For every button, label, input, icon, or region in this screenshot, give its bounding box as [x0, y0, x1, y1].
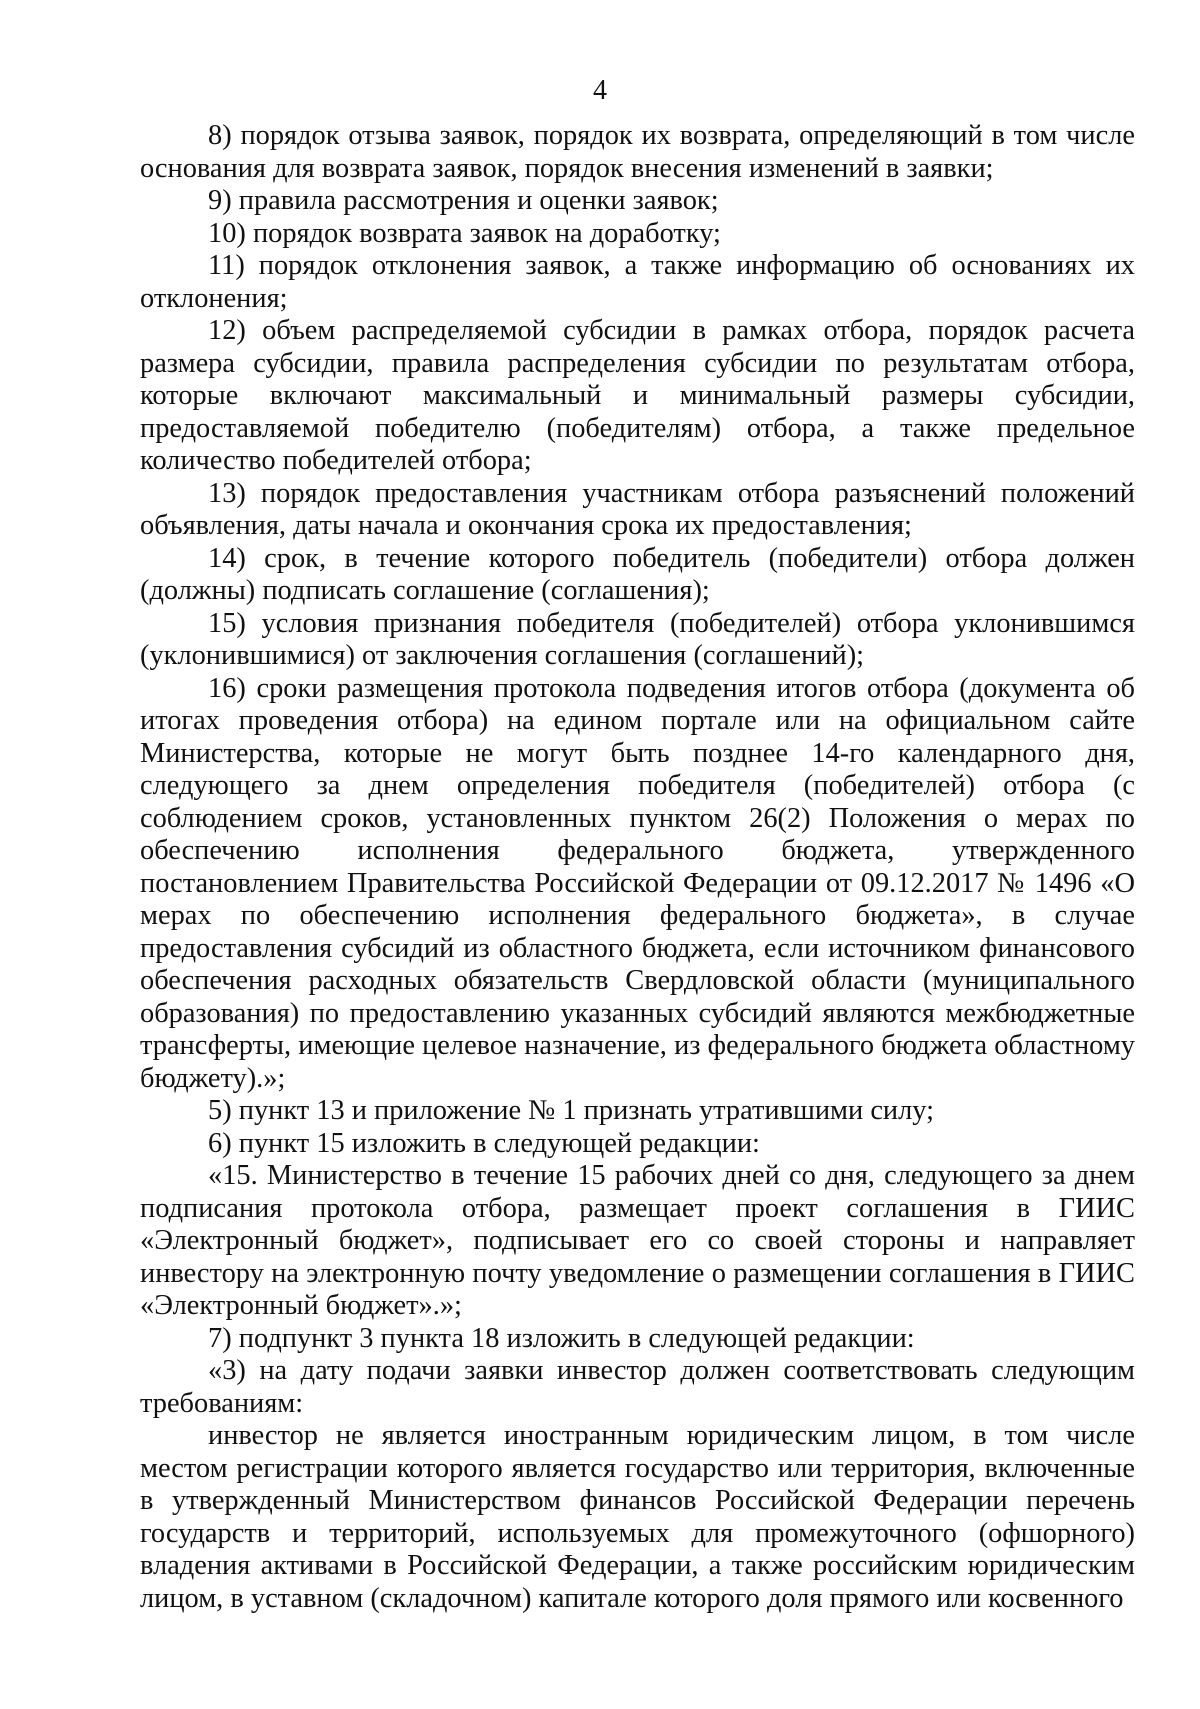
paragraph-requirements: инвестор не является иностранным юридическим лицом, в том числе местом регистрации которого является государство или территория, включенные в утвержденный Министерством финансов Российской Федерации перечень государств и территорий, используемых для промежуточного (офшорного) владения активами в Российской Федерации, а также российским юридическим лицом, в уставном (складочном) капитале которого доля прямого или косвенного	[140, 1420, 1135, 1614]
paragraph-item-13: 13) порядок предоставления участникам отбора разъяснений положений объявления, даты начала и окончания срока их предоставления;	[140, 477, 1135, 541]
paragraph-point-15-text: «15. Министерство в течение 15 рабочих дней со дня, следующего за днем подписания протокола отбора, размещает проект соглашения в ГИИС «Электронный бюджет», подписывает его со своей стороны и направляет инвестору на электронную почту уведомление о размещении соглашения в ГИИС «Электронный бюджет».»;	[140, 1160, 1135, 1321]
paragraph-item-15: 15) условия признания победителя (победителей) отбора уклонившимся (уклонившимися) от заключения соглашения (соглашений);	[140, 607, 1135, 671]
page-number: 4	[593, 75, 607, 106]
paragraph-point-5: 5) пункт 13 и приложение № 1 признать утратившими силу;	[208, 1095, 934, 1126]
paragraph-subpoint-3: «3) на дату подачи заявки инвестор должен соответствовать следующим требованиям:	[140, 1355, 1135, 1419]
paragraph-point-7: 7) подпункт 3 пункта 18 изложить в следующей редакции:	[208, 1322, 915, 1354]
paragraph-item-8: 8) порядок отзыва заявок, порядок их возврата, определяющий в том числе основания для возврата заявок, порядок внесения изменений в заявки;	[140, 120, 1135, 184]
paragraph-item-14: 14) срок, в течение которого победитель (победители) отбора должен (должны) подписать соглашение (соглашения);	[140, 542, 1135, 606]
paragraph-point-6: 6) пункт 15 изложить в следующей редакции:	[208, 1127, 760, 1159]
paragraph-item-16: 16) сроки размещения протокола подведения итогов отбора (документа об итогах проведения отбора) на едином портале или на официальном сайте Министерства, которые не могут быть позднее 14-го календарного дня, следующего за днем определения победителя (победителей) отбора (с соблюдением сроков, установленных пунктом 26(2) Положения о мерах по обеспечению исполнения федерального бюджета, утвержденного постановлением Правительства Российской Федерации от 09.12.2017 № 1496 «О мерах по обеспечению исполнения федерального бюджета», в случае предоставления субсидий из областного бюджета, если источником финансового обеспечения расходных обязательств Свердловской области (муниципального образования) по предоставлению указанных субсидий являются межбюджетные трансферты, имеющие целевое назначение, из федерального бюджета областному бюджету).»;	[140, 672, 1135, 1094]
paragraph-item-10: 10) порядок возврата заявок на доработку;	[208, 217, 721, 249]
paragraph-item-9: 9) правила рассмотрения и оценки заявок;	[208, 185, 719, 216]
paragraph-item-11: 11) порядок отклонения заявок, а также информацию об основаниях их отклонения;	[140, 250, 1135, 314]
paragraph-item-12: 12) объем распределяемой субсидии в рамках отбора, порядок расчета размера субсидии, правила распределения субсидии по результатам отбора, которые включают максимальный и минимальный размеры субсидии, предоставляемой победителю (победителям) отбора, а также предельное количество победителей отбора;	[140, 315, 1135, 476]
document-body	[140, 120, 1135, 1615]
